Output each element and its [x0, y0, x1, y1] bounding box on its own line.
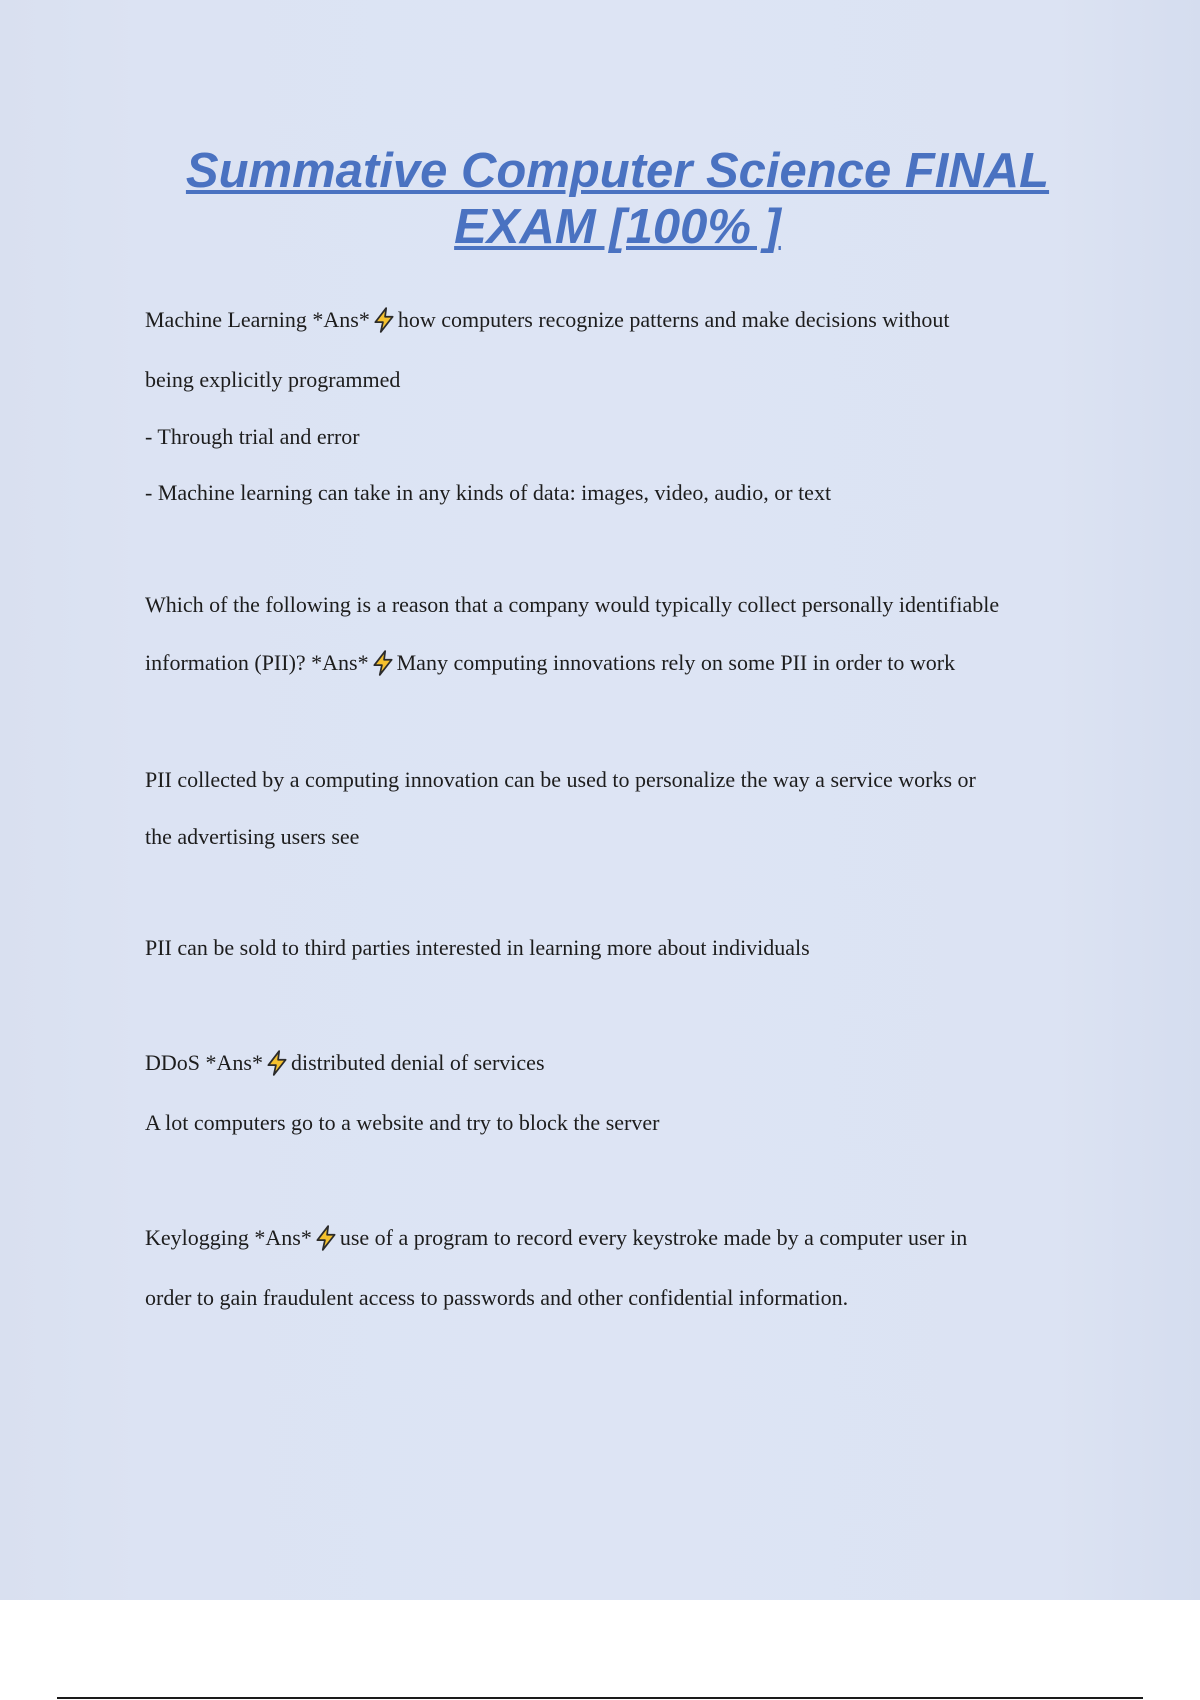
- lightning-bolt-icon: [370, 650, 396, 676]
- answer-paragraph: PII can be sold to third parties interested in learning more about individuals: [145, 935, 810, 960]
- lightning-bolt-icon: [264, 1050, 290, 1076]
- lightning-bolt-icon: [313, 1225, 339, 1251]
- answer-marker: *Ans*: [205, 1050, 263, 1075]
- definition-continued: order to gain fraudulent access to passwords and other confidential information.: [145, 1285, 849, 1310]
- entry-line: [145, 1224, 967, 1252]
- entry-line: [145, 306, 950, 334]
- definition: distributed denial of services: [290, 1050, 545, 1075]
- term: Keylogging: [145, 1225, 249, 1250]
- answer-marker: *Ans*: [311, 650, 369, 675]
- entry-line: [145, 1049, 545, 1077]
- note-item: - Machine learning can take in any kinds of data: images, video, audio, or text: [145, 480, 832, 505]
- question-text-continued: information (PII)?: [145, 650, 306, 675]
- answer-paragraph-continued: the advertising users see: [145, 824, 360, 849]
- term: DDoS: [145, 1050, 201, 1075]
- definition: use of a program to record every keystroke made by a computer user in: [339, 1225, 968, 1250]
- note-item: A lot computers go to a website and try to block the server: [145, 1110, 660, 1135]
- definition: how computers recognize patterns and make decisions without: [397, 307, 950, 332]
- answer-marker: *Ans*: [312, 307, 370, 332]
- lightning-bolt-icon: [371, 307, 397, 333]
- footer-divider: [57, 1697, 1143, 1699]
- question-text: Which of the following is a reason that a company would typically collect personally identifiable: [145, 592, 1000, 617]
- term: Machine Learning: [145, 307, 307, 332]
- note-item: - Through trial and error: [145, 424, 360, 449]
- document-title: Summative Computer Science FINAL EXAM [100% ]: [185, 144, 1050, 254]
- answer-paragraph: PII collected by a computing innovation can be used to personalize the way a service works or: [145, 767, 976, 792]
- answer-text: Many computing innovations rely on some PII in order to work: [396, 650, 956, 675]
- definition-continued: being explicitly programmed: [145, 367, 401, 392]
- entry-line: [145, 649, 955, 677]
- answer-marker: *Ans*: [254, 1225, 312, 1250]
